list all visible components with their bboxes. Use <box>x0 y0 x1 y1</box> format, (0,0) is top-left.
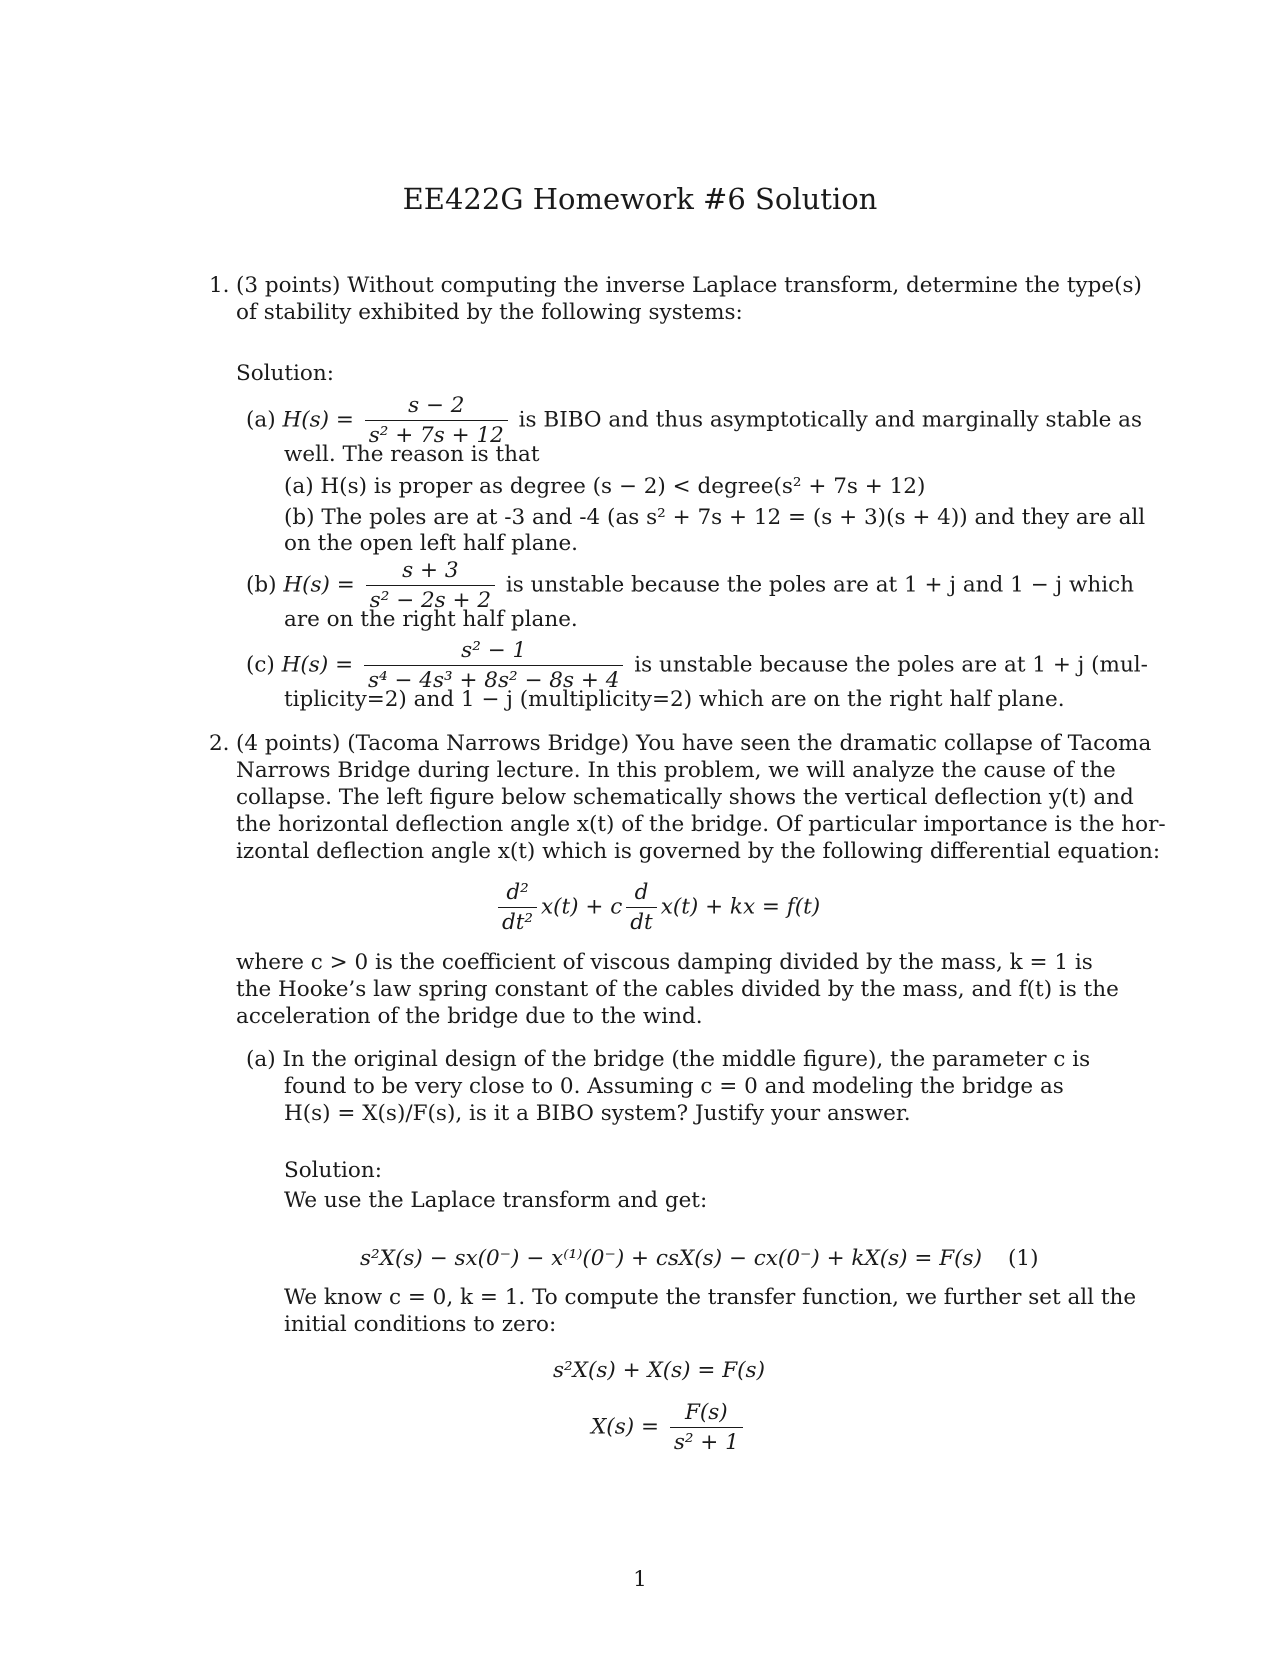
ode-d-num: d <box>634 880 649 905</box>
q2-number: 2. <box>209 731 230 756</box>
q2a-line-2: found to be very close to 0. Assuming c = 0 and modeling the bridge as <box>284 1074 1064 1099</box>
q2a-eq1: s²X(s) − sx(0⁻) − x⁽¹⁾(0⁻) + csX(s) − cx(0⁻) + kX(s) = F(s) <box>360 1246 982 1271</box>
ode-mid2: x(t) + kx = f(t) <box>660 894 821 920</box>
ode-d2-den: dt² <box>498 907 537 935</box>
q1b-label: (b) <box>246 572 277 598</box>
q1c-fraction <box>364 638 623 693</box>
ode-d-den: dt <box>626 907 656 935</box>
q1c-rest1: is unstable because the poles are at 1 + j (mul- <box>634 652 1148 678</box>
q2-where-2: the Hooke’s law spring constant of the cables divided by the mass, and f(t) is the <box>236 977 1119 1002</box>
ode-d2-fraction <box>498 880 537 935</box>
q1-text-line1: (3 points) Without computing the inverse Laplace transform, determine the type(s) <box>236 273 1142 298</box>
q2a-eq3-num: F(s) <box>684 1400 728 1425</box>
q1a-rest1: is BIBO and thus asymptotically and marginally stable as <box>518 407 1142 433</box>
ode-d-fraction <box>626 880 656 935</box>
q2a-eq3-fraction <box>670 1400 743 1455</box>
q1a-denominator: s² + 7s + 12 <box>365 420 508 448</box>
q2-where-1: where c > 0 is the coefficient of viscous damping divided by the mass, k = 1 is <box>236 950 1093 975</box>
q2-line-5: izontal deflection angle x(t) which is governed by the following differential equation: <box>236 839 1161 864</box>
q1b-numerator: s + 3 <box>402 558 459 583</box>
q2a-laplace-intro: We use the Laplace transform and get: <box>284 1188 708 1213</box>
q2-line-2: Narrows Bridge during lecture. In this problem, we will analyze the cause of the <box>236 758 1116 783</box>
q1b-lhs: H(s) = <box>283 572 355 598</box>
q2a-line-1: (a) In the original design of the bridge (the middle figure), the parameter c is <box>246 1047 1091 1072</box>
q1a-reason-a: (a) H(s) is proper as degree (s − 2) < degree(s² + 7s + 12) <box>284 474 926 499</box>
q2-line-3: collapse. The left figure below schematically shows the vertical deflection y(t) and <box>236 785 1134 810</box>
q1c-denominator: s⁴ − 4s³ + 8s² − 8s + 4 <box>364 665 623 693</box>
q1-solution-label: Solution: <box>236 361 334 386</box>
q1c-numerator: s² − 1 <box>461 638 527 663</box>
q2a-eq3-lhs: X(s) = <box>591 1414 659 1440</box>
q2a-solution-label: Solution: <box>284 1158 382 1183</box>
ode-d2-num: d² <box>506 880 529 905</box>
q2-where-3: acceleration of the bridge due to the wind. <box>236 1004 703 1029</box>
q2a-know-1: We know c = 0, k = 1. To compute the transfer function, we further set all the <box>284 1285 1137 1310</box>
q2a-eq3 <box>591 1400 747 1455</box>
q1c-rest2: tiplicity=2) and 1 − j (multiplicity=2) which are on the right half plane. <box>284 687 1065 712</box>
q2a-eq3-den: s² + 1 <box>670 1427 743 1455</box>
q1c-label: (c) <box>246 652 275 678</box>
q1a-numerator: s − 2 <box>408 393 465 418</box>
q1-number: 1. <box>209 273 230 298</box>
document-title: EE422G Homework #6 Solution <box>402 182 878 216</box>
q2-ode <box>494 880 820 935</box>
q1c-equation-line <box>246 638 1148 693</box>
q1a-label: (a) <box>246 407 276 433</box>
page-number: 1 <box>633 1567 647 1592</box>
q1a-lhs: H(s) = <box>282 407 354 433</box>
q1b-rest2: are on the right half plane. <box>284 607 578 632</box>
ode-mid1: x(t) + c <box>541 894 623 920</box>
q1c-lhs: H(s) = <box>281 652 354 678</box>
q1b-equation-line <box>246 558 1134 613</box>
q1b-denominator: s² − 2s + 2 <box>366 585 495 613</box>
q1a-reason-b1: (b) The poles are at -3 and -4 (as s² + 7s + 12 = (s + 3)(s + 4)) and they are all <box>284 505 1146 530</box>
q1b-rest1: is unstable because the poles are at 1 + j and 1 − j which <box>505 572 1134 598</box>
q1a-rest2: well. The reason is that <box>284 442 540 467</box>
q1b-fraction <box>366 558 495 613</box>
q1a-equation-line <box>246 393 1142 448</box>
q2-line-4: the horizontal deflection angle x(t) of the bridge. Of particular importance is the hor- <box>236 812 1166 837</box>
q2a-line-3: H(s) = X(s)/F(s), is it a BIBO system? Justify your answer. <box>284 1101 911 1126</box>
q2a-eq2: s²X(s) + X(s) = F(s) <box>553 1358 765 1383</box>
q1a-reason-b2: on the open left half plane. <box>284 531 579 556</box>
q2a-eq1-number: (1) <box>1008 1246 1039 1271</box>
q2a-know-2: initial conditions to zero: <box>284 1312 557 1337</box>
q1a-fraction <box>365 393 508 448</box>
q2-line-1: (4 points) (Tacoma Narrows Bridge) You have seen the dramatic collapse of Tacoma <box>236 731 1152 756</box>
q1-text-line2: of stability exhibited by the following systems: <box>236 300 743 325</box>
